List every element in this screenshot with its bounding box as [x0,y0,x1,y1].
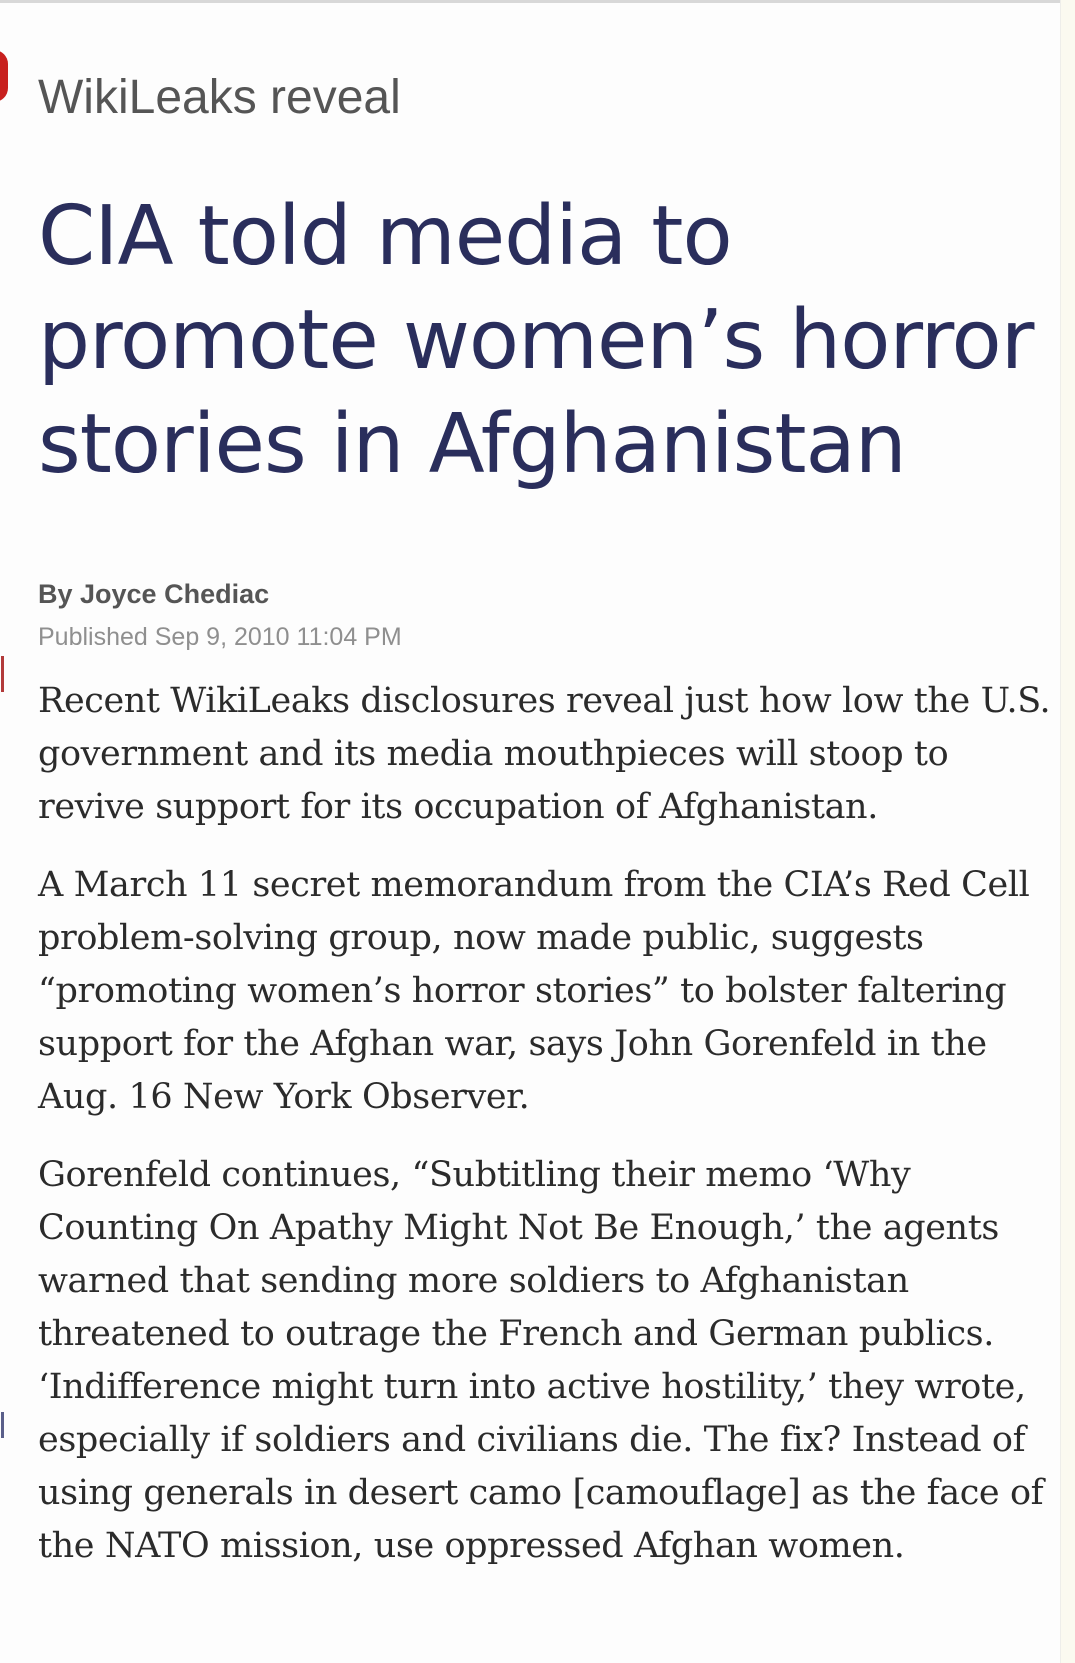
top-divider [0,0,1075,3]
article-kicker[interactable]: WikiLeaks reveal [38,71,401,124]
article-headline: CIA told media to promote women’s horror stories in Afghanistan [38,189,1034,492]
article-paragraph: Gorenfeld continues, “Subtitling their memo ‘Why Counting On Apathy Might Not Be Enough,’ the agents warned that sending more soldiers to Afghanistan threatened to outrage the French and German publics. ‘Indifference might turn into active hostility,’ they wrote, especially if soldiers and civilians die. The fix? Instead of using generals in desert camo [camouflage] as the face of the NATO mission, use oppressed Afghan women. [38,1155,1044,1566]
byline-accent-mark [1,656,4,692]
article-paragraph: Recent WikiLeaks disclosures reveal just how low the U.S. government and its media mouthpieces will stoop to revive support for its occupation of Afghanistan. [38,681,1051,827]
published-date: Published Sep 9, 2010 11:04 PM [38,623,402,651]
article [38,68,1058,1573]
margin-accent-mark [1,1412,4,1438]
article-paragraph: A March 11 secret memorandum from the CIA’s Red Cell problem-solving group, now made public, suggests “promoting women’s horror stories” to bolster faltering support for the Afghan war, says John Gorenfeld in the Aug. 16 New York Observer. [38,865,1030,1117]
article-byline[interactable]: By Joyce Chediac [38,579,270,609]
scrollbar-track[interactable] [1060,0,1075,1663]
site-logo-fragment[interactable] [0,50,8,102]
